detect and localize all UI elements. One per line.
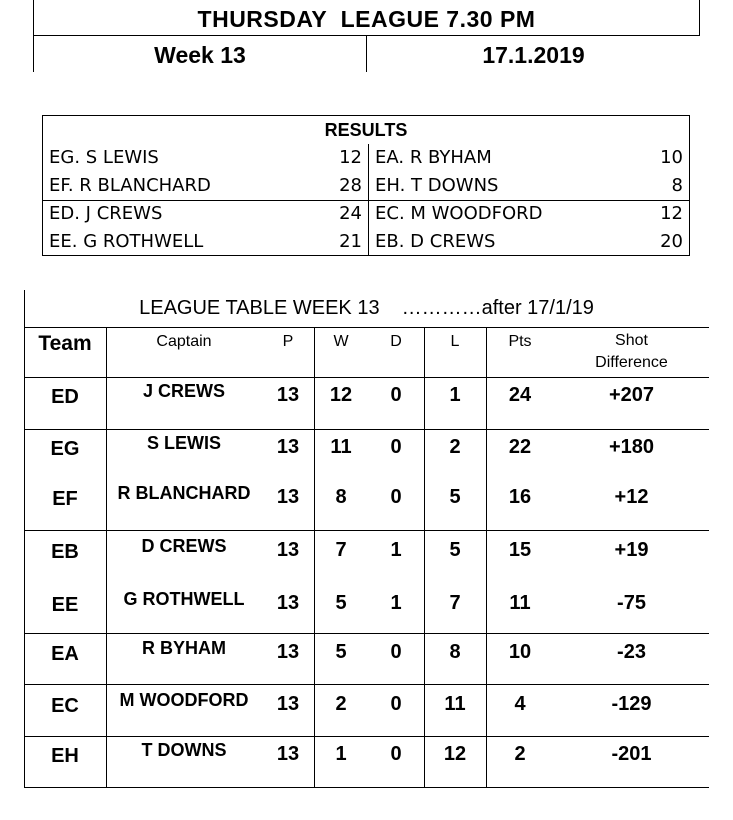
table-cell-l: 5 [449, 486, 461, 508]
header-shot-difference: Difference [595, 354, 668, 371]
table-cell-pts: 24 [508, 384, 532, 406]
table-cell-d: 1 [390, 539, 402, 561]
table-cell-l: 8 [449, 641, 461, 663]
result-home-entry [43, 200, 368, 228]
header [33, 0, 700, 72]
header-team: Team [38, 332, 92, 355]
table-cell-w: 12 [329, 384, 353, 406]
table-cell-l: 2 [449, 436, 461, 458]
result-team-name: EG. S LEWIS [49, 147, 159, 168]
table-cell-d: 0 [390, 384, 402, 406]
header-captain: Captain [156, 333, 212, 350]
table-cell-l: 5 [449, 539, 461, 561]
table-cell-diff: +207 [608, 384, 655, 406]
results-box [42, 115, 690, 256]
result-away-entry [369, 144, 689, 172]
table-cell-team: EE [51, 594, 79, 616]
table-cell-team: EF [52, 488, 78, 510]
table-cell-diff: -129 [611, 693, 652, 715]
header-d: D [390, 333, 402, 350]
league-table-after: …………after 17/1/19 [401, 297, 594, 319]
table-cell-l: 7 [449, 592, 461, 614]
table-border-bottom [24, 787, 709, 788]
table-cell-d: 0 [390, 436, 402, 458]
league-table-title [24, 290, 709, 326]
result-away-entry [369, 228, 689, 256]
table-cell-team: EA [51, 643, 79, 665]
result-score: 21 [339, 231, 362, 252]
table-cell-captain: T DOWNS [141, 740, 227, 760]
date-label: 17.1.2019 [482, 42, 585, 68]
header-w: W [333, 333, 349, 350]
table-cell-w: 5 [335, 641, 347, 663]
table-cell-l: 12 [443, 743, 467, 765]
header-shot: Shot [615, 332, 648, 349]
table-cell-pts: 11 [509, 592, 531, 614]
table-cell-captain: R BYHAM [142, 638, 226, 658]
table-cell-p: 13 [276, 641, 300, 663]
result-team-name: EE. G ROTHWELL [49, 231, 204, 252]
table-cell-l: 1 [449, 384, 461, 406]
header-p: P [282, 333, 294, 350]
result-score: 10 [660, 147, 683, 168]
table-cell-p: 13 [276, 693, 300, 715]
result-team-name: EH. T DOWNS [375, 175, 499, 196]
table-cell-team: EC [51, 695, 79, 717]
table-cell-diff: -201 [611, 743, 652, 765]
result-home-entry [43, 228, 368, 256]
league-table [24, 290, 709, 788]
table-cell-diff: -23 [617, 641, 646, 663]
table-cell-w: 11 [330, 436, 352, 458]
table-cell-p: 13 [276, 539, 300, 561]
result-team-name: EB. D CREWS [375, 231, 496, 252]
result-score: 24 [339, 203, 362, 224]
result-team-name: EA. R BYHAM [375, 147, 492, 168]
table-cell-pts: 16 [508, 486, 532, 508]
table-cell-captain: M WOODFORD [119, 690, 249, 710]
table-cell-p: 13 [276, 436, 300, 458]
table-cell-diff: +19 [614, 539, 649, 561]
table-cell-p: 13 [276, 486, 300, 508]
table-cell-w: 8 [335, 486, 347, 508]
table-cell-l: 11 [444, 693, 466, 715]
league-table-heading: LEAGUE TABLE WEEK 13 [139, 297, 380, 319]
table-cell-d: 0 [390, 641, 402, 663]
table-cell-diff: +180 [608, 436, 655, 458]
table-cell-diff: +12 [614, 486, 649, 508]
result-home-entry [43, 172, 368, 200]
result-score: 12 [339, 147, 362, 168]
table-cell-captain: J CREWS [142, 381, 225, 401]
table-cell-p: 13 [276, 592, 300, 614]
table-cell-p: 13 [276, 384, 300, 406]
header-l: L [450, 333, 460, 350]
result-score: 20 [660, 231, 683, 252]
results-title: RESULTS [324, 120, 408, 140]
table-cell-pts: 10 [508, 641, 532, 663]
table-cell-captain: D CREWS [141, 536, 227, 556]
table-cell-team: ED [51, 386, 79, 408]
table-cell-w: 1 [335, 743, 347, 765]
table-cell-d: 0 [390, 743, 402, 765]
result-score: 12 [660, 203, 683, 224]
result-score: 28 [339, 175, 362, 196]
result-score: 8 [671, 175, 683, 196]
table-cell-captain: S LEWIS [146, 433, 221, 453]
result-team-name: EC. M WOODFORD [375, 203, 543, 224]
table-cell-diff: -75 [617, 592, 646, 614]
table-cell-w: 7 [335, 539, 347, 561]
table-cell-pts: 2 [514, 743, 526, 765]
result-team-name: EF. R BLANCHARD [49, 175, 211, 196]
table-cell-team: EG [50, 438, 80, 460]
table-cell-d: 1 [390, 592, 402, 614]
table-cell-w: 2 [335, 693, 347, 715]
table-cell-w: 5 [335, 592, 347, 614]
table-cell-d: 0 [390, 486, 402, 508]
result-away-entry [369, 172, 689, 200]
league-title: THURSDAY LEAGUE 7.30 PM [33, 0, 700, 36]
table-cell-d: 0 [390, 693, 402, 715]
result-team-name: ED. J CREWS [49, 203, 163, 224]
table-cell-pts: 22 [508, 436, 532, 458]
table-cell-pts: 4 [514, 693, 526, 715]
result-home-entry [43, 144, 368, 172]
table-cell-p: 13 [276, 743, 300, 765]
header-pts: Pts [508, 333, 532, 350]
table-cell-captain: R BLANCHARD [117, 483, 251, 503]
week-label: Week 13 [33, 36, 367, 72]
table-cell-captain: G ROTHWELL [123, 589, 245, 609]
result-away-entry [369, 200, 689, 228]
table-cell-team: EH [51, 745, 79, 767]
table-cell-pts: 15 [508, 539, 532, 561]
table-cell-team: EB [51, 541, 79, 563]
